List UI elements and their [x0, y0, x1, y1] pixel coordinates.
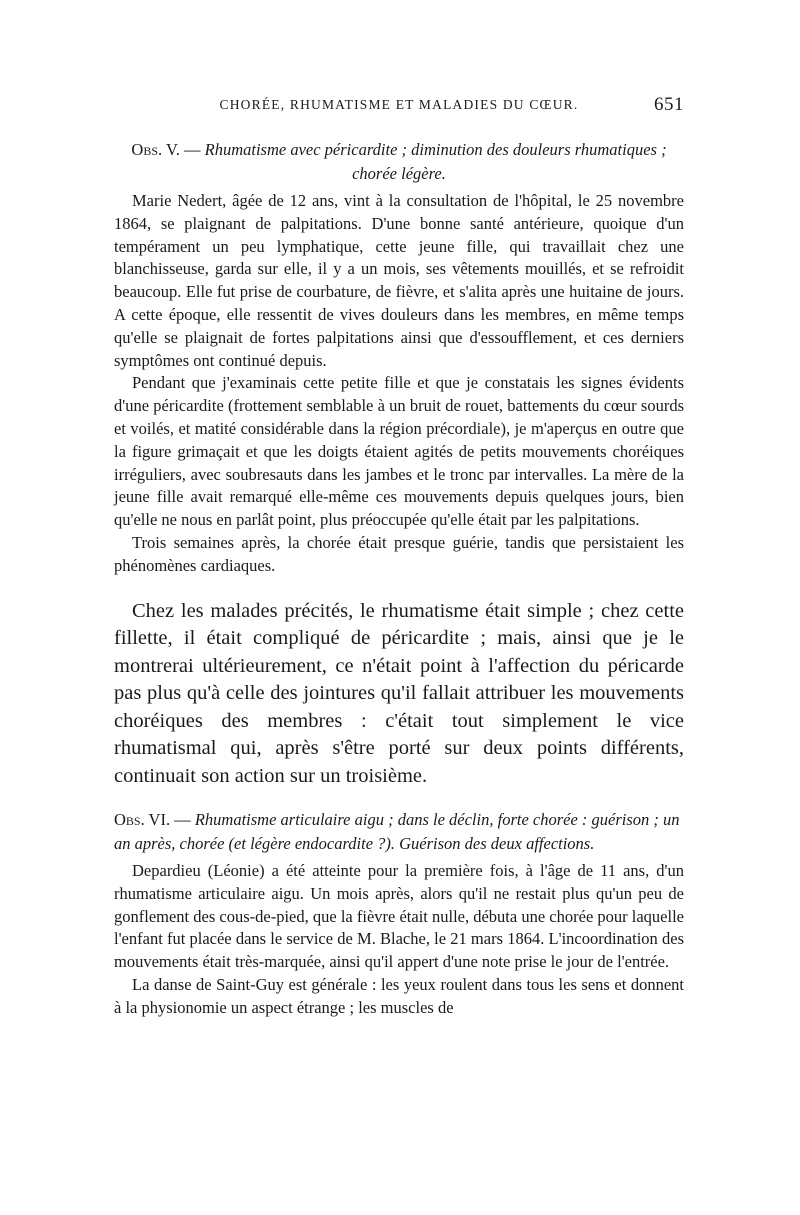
observation-6-paragraph-1: Depardieu (Léonie) a été atteinte pour la première fois, à l'âge de 11 ans, d'un rhumatisme articulaire aigu. Un mois après, alors qu'il ne restait plus qu'un peu de gonflement des cous-de-pied, que la fièvre était nulle, débuta une chorée pour laquelle l'enfant fut placée dans le service de M. Blache, le 21 mars 1864. L'incoordination des mouvements était très-marquée, ainsi qu'il appert d'une note prise le jour de l'entrée. [114, 861, 684, 972]
book-page [114, 90, 684, 1020]
page-number: 651 [654, 94, 684, 115]
observation-6-body [114, 860, 684, 1020]
observation-6-dash: — [170, 810, 195, 830]
running-head [114, 90, 684, 120]
observation-5-paragraph-2: Pendant que j'examinais cette petite fille et que je constatais les signes évidents d'une péricardite (frottement semblable à un bruit de rouet, battements du cœur sourds et voilés, et matité considérable dans la région précordiale), je m'aperçus en outre que la figure grimaçait et que les doigts étaient agités de petits mouvements choréiques irréguliers, avec soubresauts dans les jambes et le tronc par intervalles. La mère de la jeune fille avait remarqué elle-même ces mouvements depuis quelques jours, bien qu'elle ne nous en parlât point, plus préoccupée qu'elle était par les palpitations. [114, 373, 684, 530]
observation-5-dash: — [179, 140, 205, 159]
observation-5-heading [114, 138, 684, 186]
commentary-body [114, 598, 684, 791]
observation-5-paragraph-1: Marie Nedert, âgée de 12 ans, vint à la consultation de l'hôpital, le 25 novembre 1864, se plaignant de palpitations. D'une bonne santé antérieure, quoique d'un tempérament un peu lymphatique, cette jeune fille, qui travaillait chez une blanchisseuse, garda sur elle, il y a un mois, ses vêtements mouillés, et se refroidit beaucoup. Elle fut prise de courbature, de fièvre, et s'alita après une huitaine de jours. A cette époque, elle ressentit de vives douleurs dans les membres, en même temps qu'elle se plaignait de fortes palpitations ainsi que d'essoufflement, et ces derniers symptômes ont continué depuis. [114, 191, 684, 370]
observation-6-title: Rhumatisme articulaire aigu ; dans le déclin, forte chorée : guérison ; un an après, chorée (et légère endocardite ?). Guérison des deux affections. [114, 810, 680, 854]
observation-6-label: Obs. VI. [114, 810, 171, 830]
running-title: CHORÉE, RHUMATISME ET MALADIES DU CŒUR. [219, 97, 579, 112]
observation-5-body [114, 190, 684, 578]
observation-5-paragraph-3: Trois semaines après, la chorée était presque guérie, tandis que persistaient les phénomènes cardiaques. [114, 532, 684, 575]
commentary-paragraph: Chez les malades précités, le rhumatisme était simple ; chez cette fillette, il était compliqué de péricardite ; mais, ainsi que je le montrerai ultérieurement, ce n'était point à l'affection du péricarde pas plus qu'à celle des jointures qu'il fallait attribuer les mouvements choréiques des membres : c'était tout simplement le vice rhumatismal qui, après s'être porté sur deux points différents, continuait son action sur un troisième. [114, 599, 684, 787]
observation-6-heading [114, 808, 684, 856]
observation-5-label: Obs. V. [131, 140, 180, 159]
observation-5-title: Rhumatisme avec péricardite ; diminution des douleurs rhumatiques ; chorée légère. [204, 140, 667, 183]
observation-6-paragraph-2: La danse de Saint-Guy est générale : les yeux roulent dans tous les sens et donnent à la physionomie un aspect étrange ; les muscles de [114, 975, 684, 1017]
